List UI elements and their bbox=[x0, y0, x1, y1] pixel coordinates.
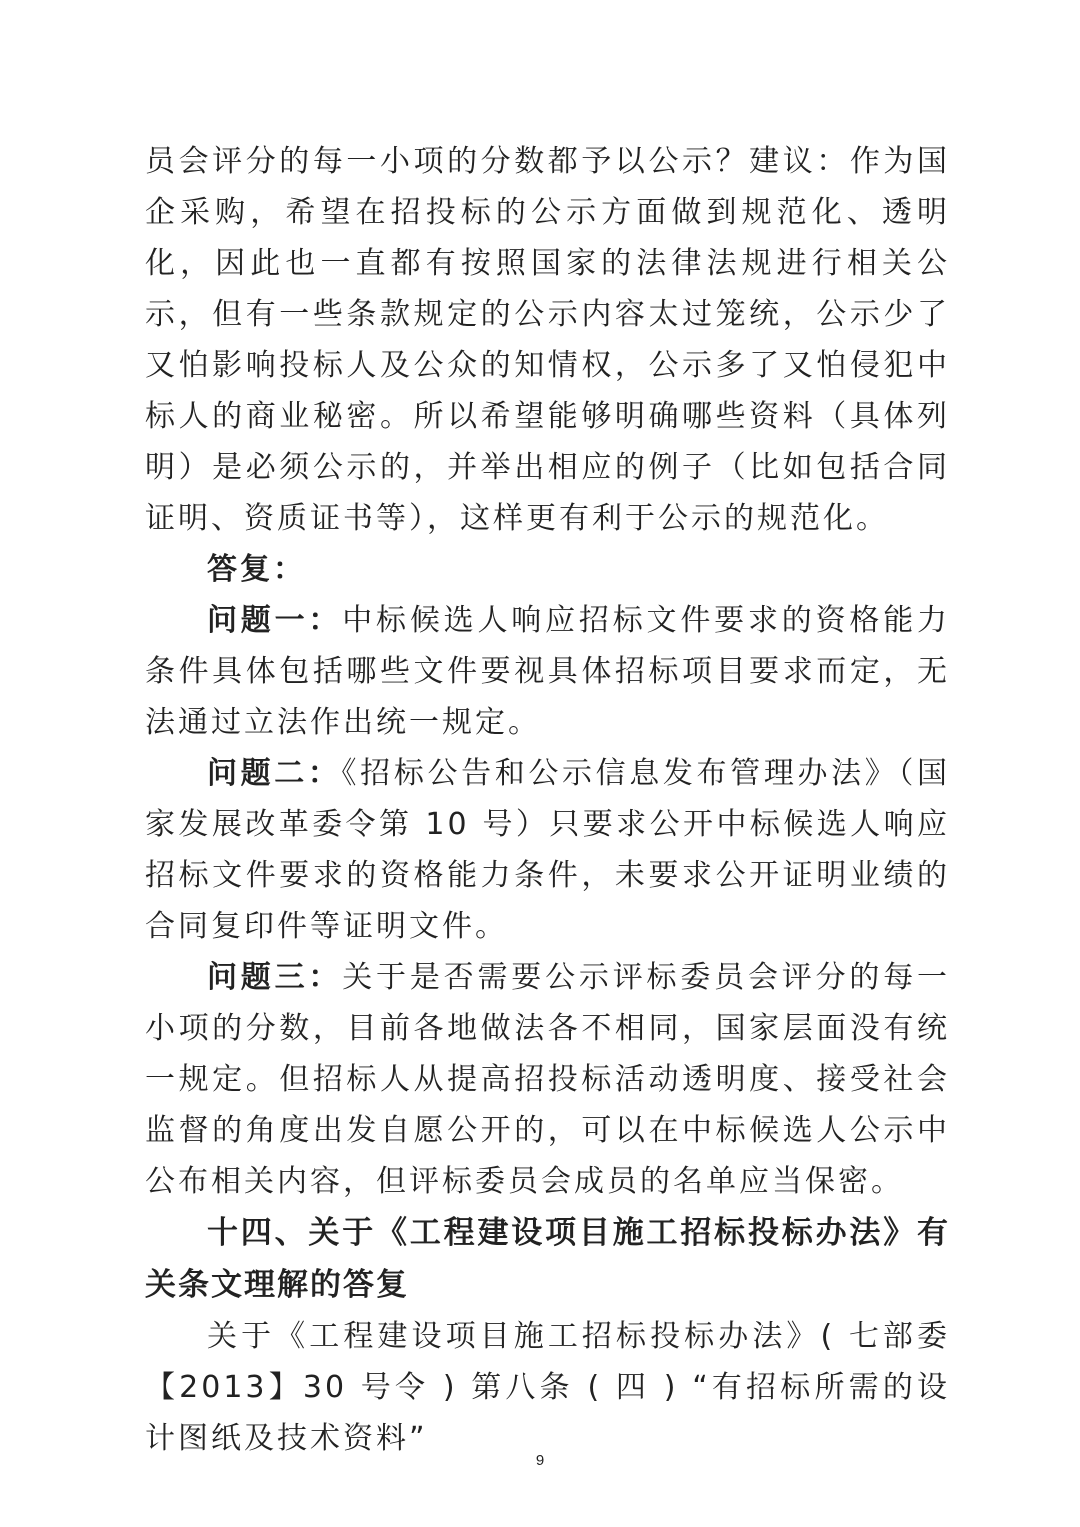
answer-label-paragraph bbox=[145, 544, 950, 595]
section-heading: 十四、关于《工程建设项目施工招标投标办法》有关条文理解的答复 bbox=[145, 1215, 950, 1303]
page-number: 9 bbox=[535, 1452, 545, 1469]
paragraph-answer-1 bbox=[145, 595, 950, 748]
paragraph-question-continued: 员会评分的每一小项的分数都予以公示？建议：作为国企采购，希望在招投标的公示方面做到规范化、透明化，因此也一直都有按照国家的法律法规进行相关公示，但有一些条款规定的公示内容太过笼统，公示少了又怕影响投标人及公众的知情权，公示多了又怕侵犯中标人的商业秘密。所以希望能够明确哪些资料（具体列明）是必须公示的，并举出相应的例子（比如包括合同证明、资质证书等），这样更有利于公示的规范化。 bbox=[145, 144, 950, 536]
answer-label: 答复： bbox=[207, 552, 306, 587]
paragraph-answer-3 bbox=[145, 952, 950, 1207]
question-1-text: 中标候选人响应招标文件要求的资格能力条件具体包括哪些文件要视具体招标项目要求而定，无法通过立法作出统一规定。 bbox=[145, 603, 951, 740]
paragraph-answer-2 bbox=[145, 748, 950, 952]
question-3-label: 问题三： bbox=[207, 960, 343, 995]
document-body bbox=[145, 136, 950, 1464]
paragraph-section-14-intro: 关于《工程建设项目施工招标投标办法》( 七部委【2013】30 号令 ) 第八条 ( 四 ) “有招标所需的设计图纸及技术资料” bbox=[145, 1319, 950, 1456]
question-2-label: 问题二： bbox=[207, 756, 342, 791]
question-2-text: 《招标公告和公示信息发布管理办法》（国家发展改革委令第 10 号）只要求公开中标候选人响应招标文件要求的资格能力条件，未要求公开证明业绩的合同复印件等证明文件。 bbox=[145, 756, 951, 944]
question-1-label: 问题一： bbox=[207, 603, 343, 638]
question-3-text: 关于是否需要公示评标委员会评分的每一小项的分数，目前各地做法各不相同，国家层面没有统一规定。但招标人从提高招投标活动透明度、接受社会监督的角度出发自愿公开的，可以在中标候选人公示中公布相关内容，但评标委员会成员的名单应当保密。 bbox=[145, 960, 951, 1199]
